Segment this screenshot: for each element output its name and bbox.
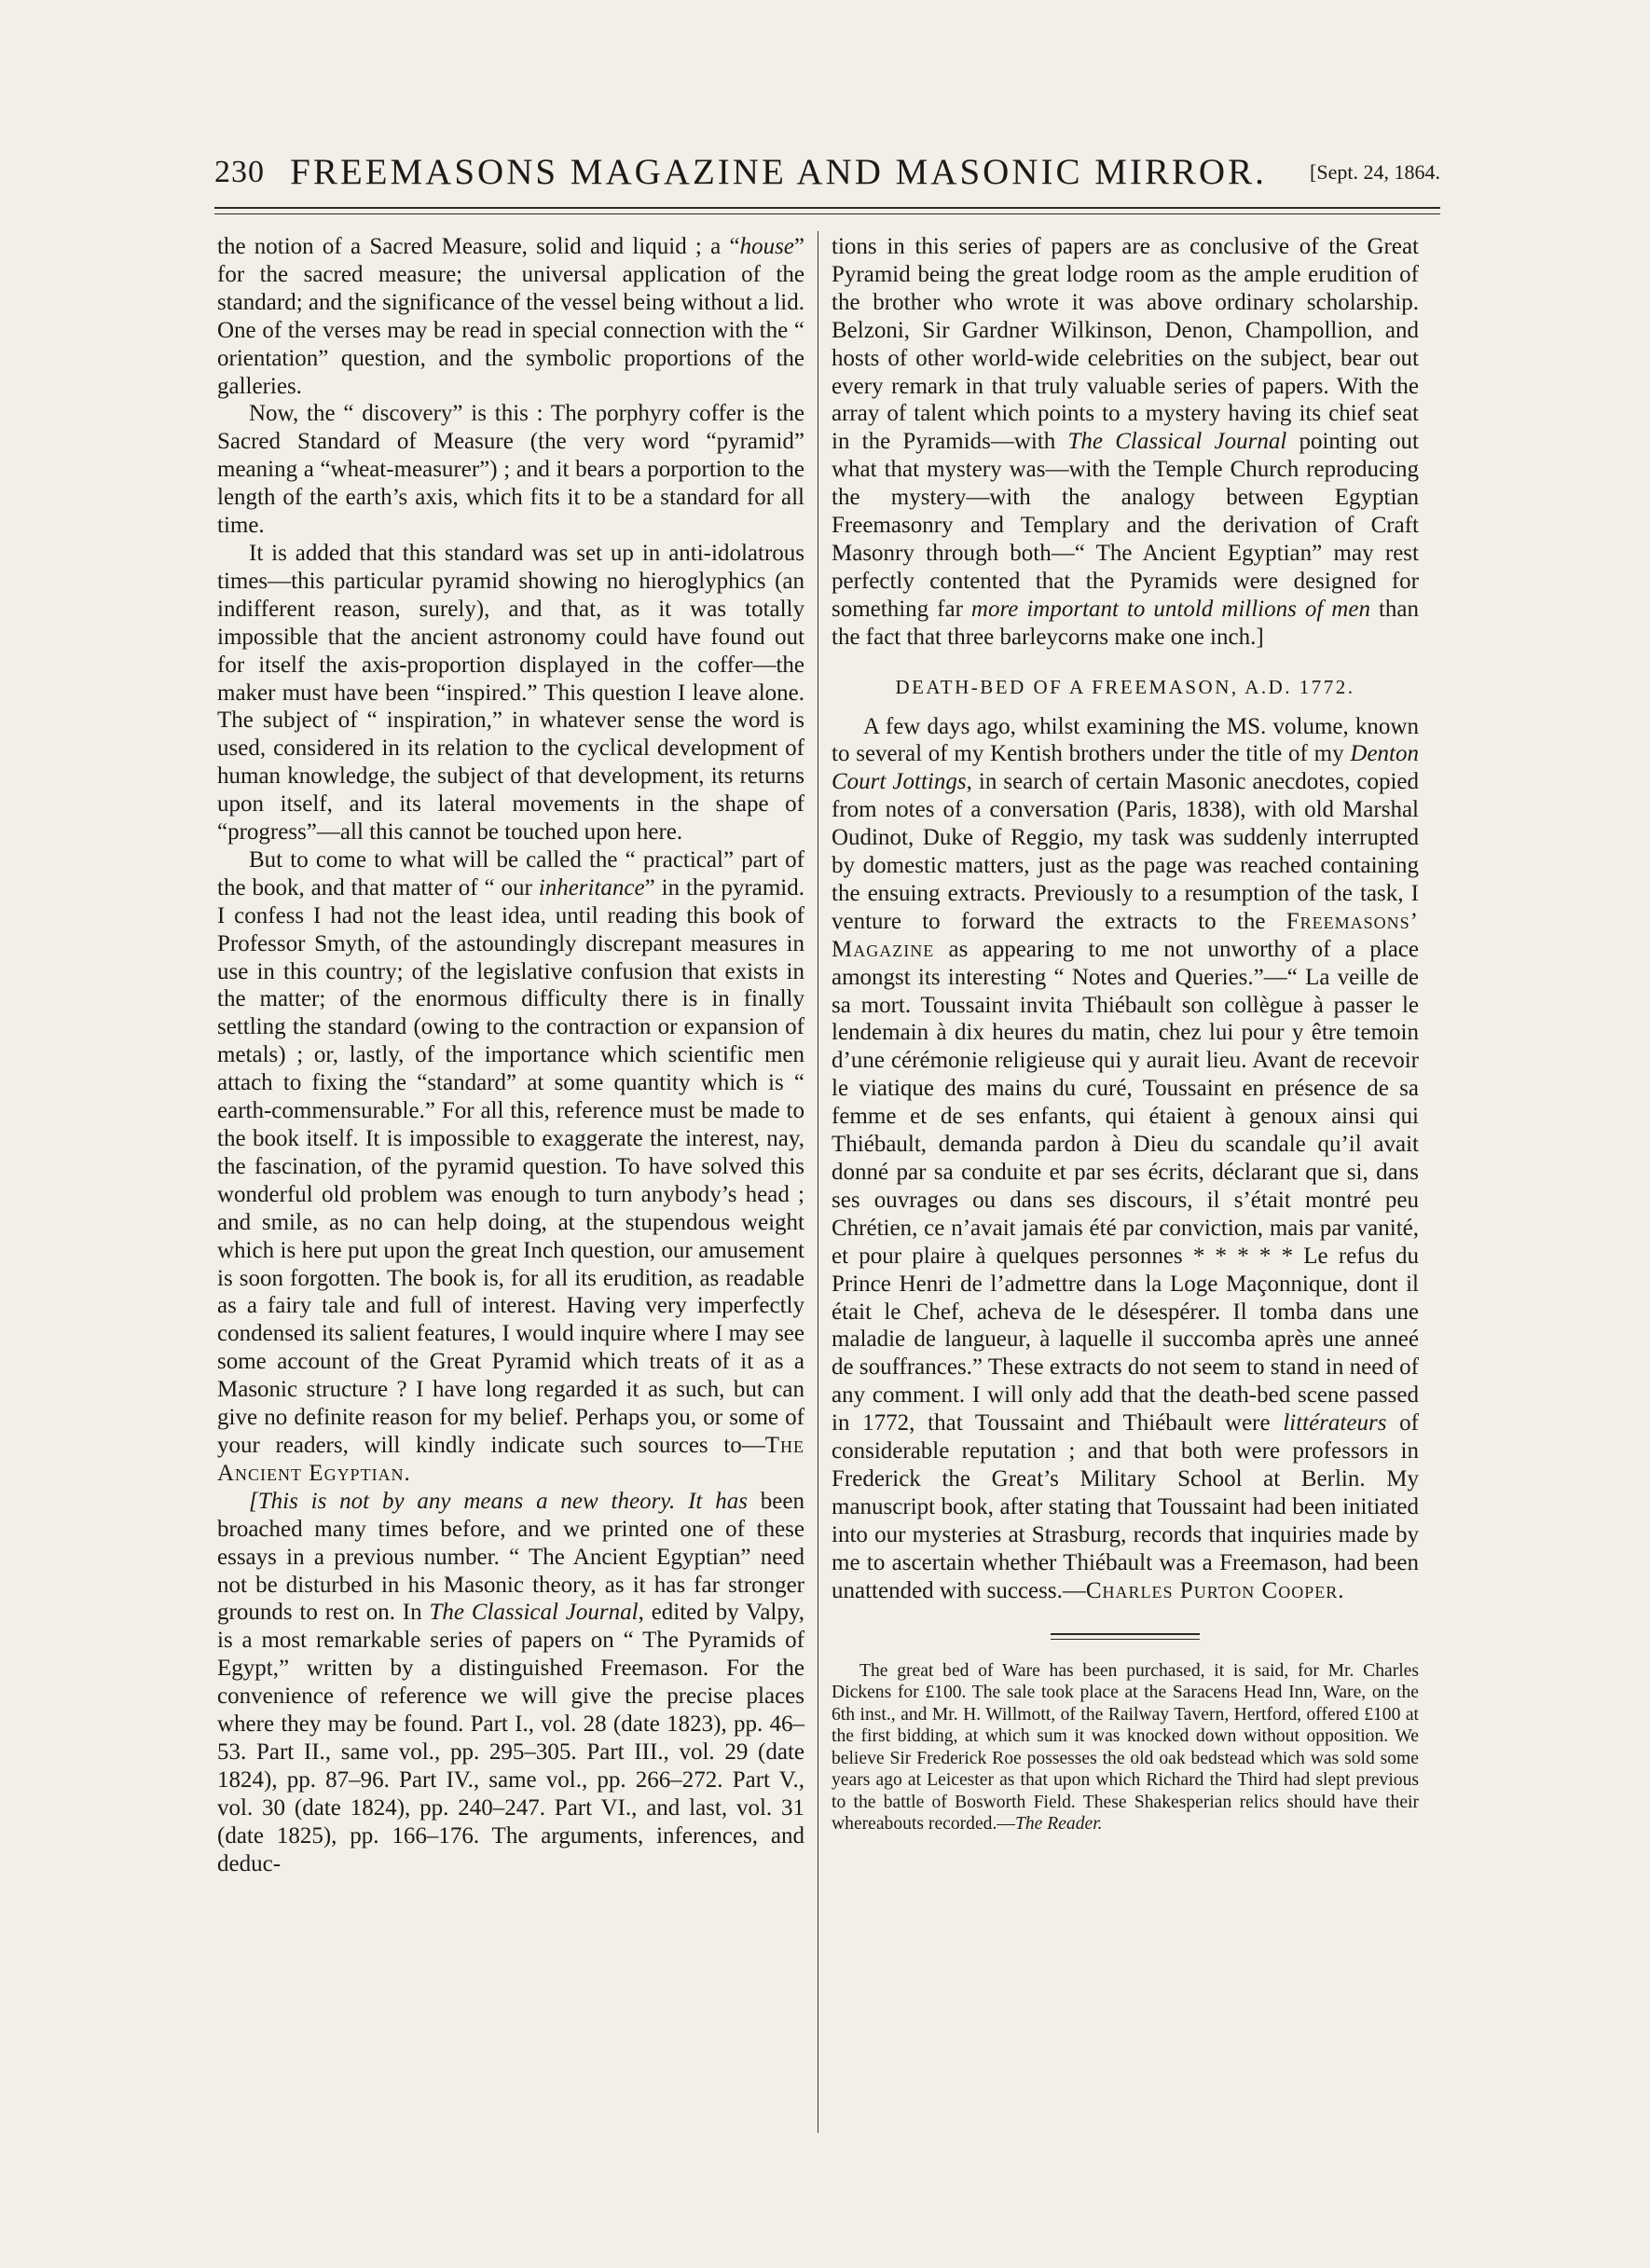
section-divider <box>1051 1633 1200 1640</box>
news-note: The great bed of Ware has been purchased, it is said, for Mr. Charles Dickens for £100. The sale took place at the Saracens Head Inn, Ware, on the 6th inst., and Mr. H. Willmott, of the Railway Tavern, Hertford, offered £100 at the first bidding, at which sum it was knocked down without opposition. We believe Sir Frederick Roe possesses the old oak bedstead which was sold some years ago at Leicester as that upon which Richard the Third had slept previous to the battle of Bosworth Field. These Shakesperian relics should have their whereabouts recorded.—The Reader. <box>832 1660 1419 1834</box>
paragraph: Now, the “ discovery” is this : The porphyry coffer is the Sacred Standard of Measure (the very word “pyramid” meaning a “wheat-measurer”) ; and it bears a porportion to the length of the earth’s axis, which fits it to be a standard for all time. <box>217 401 804 539</box>
author-signature: Charles Purton Cooper. <box>1085 1577 1345 1603</box>
paragraph: the notion of a Sacred Measure, solid and liquid ; a “house” for the sacred measure; the universal application of the standard; and the significance of the vessel being without a lid. One of the verses may be read in special connection with the “ orientation” question, and the symbolic proportions of the galleries. <box>217 234 804 399</box>
left-column <box>217 233 804 1877</box>
note-source: The Reader. <box>1014 1814 1103 1834</box>
editorial-note-continued: tions in this series of papers are as conclusive of the Great Pyramid being the great lodge room as the ample erudition of the brother who wrote it was above ordinary scholarship. Belzoni, Sir Gardner Wilkinson, Denon, Champollion, and hosts of other world-wide celebrities on the subject, bear out every remark in that truly valuable series of papers. With the array of talent which points to a mystery having its chief seat in the Pyramids—with The Classical Journal pointing out what that mystery was—with the Temple Church reproducing the mystery—with the analogy between Egyptian Freemasonry and Templary and the derivation of Craft Masonry through both—“ The Ancient Egyptian” may rest perfectly contented that the Pyramids were designed for something far more important to untold millions of men than the fact that three barleycorns make one inch.] <box>832 234 1419 650</box>
right-column <box>832 233 1419 1835</box>
section-heading: DEATH-BED OF A FREEMASON, A.D. 1772. <box>895 675 1355 698</box>
page-number: 230 <box>214 155 265 189</box>
article-body: A few days ago, whilst examining the MS. volume, known to several of my Kentish brothers under the title of my Denton Court Jottings, in search of certain Masonic anecdotes, copied from notes of a conversation (Paris, 1838), with old Marshal Oudinot, Duke of Reggio, my task was suddenly interrupted by domestic matters, just as the page was reached containing the ensuing extracts. Previously to a resumption of the task, I venture to forward the extracts to the Freemasons’ Magazine as appearing to me not unworthy of a place amongst its interesting “ Notes and Queries.”—“ La veille de sa mort. Toussaint invita Thiébault son collègue à passer le lendemain à dix heures du matin, chez lui pour y être temoin d’une cérémonie religieuse qui y aurait lieu. Avant de recevoir le viatique des mains du curé, Toussaint en présence de sa femme et de ses enfants, qui étaient à genoux ainsi qui Thiébault, demanda pardon à Dieu du scandale qu’il avait donné par sa conduite et par ses écrits, déclarant que si, dans ses ouvrages ou dans ses discours, il s’était montré peu Chrétien, ce n’avait jamais été par conviction, mais par vanité, et pour plaire à quelques personnes * * * * * Le refus du Prince Henri de l’admettre dans la Loge Maçonnique, dont il était le Chef, acheva de le désespérer. Il tomba dans une maladie de langueur, à laquelle il succomba après une anneé de souffrances.” These extracts do not seem to stand in need of any comment. I will only add that the death-bed scene passed in 1772, that Toussaint and Thiébault were littérateurs of considerable reputation ; and that both were professors in Frederick the Great’s Military School at Berlin. My manuscript book, after stating that Toussaint had been initiated into our mysteries at Strasburg, records that inquiries made by me to ascertain whether Thiébault was a Freemason, had been unattended with success.—Charles Purton Cooper. <box>832 713 1419 1603</box>
paragraph: But to come to what will be called the “ practical” part of the book, and that matter of “ our inheritance” in the pyramid. I confess I had not the least idea, until reading this book of Professor Smyth, of the astoundingly discrepant measures in use in this country; of the legislative confusion that exists in the matter; of the enormous difficulty there is in finally settling the standard (owing to the contraction or expansion of metals) ; or, lastly, of the importance which scientific men attach to fixing the “standard” at some quantity which is “ earth-commensurable.” For all this, reference must be made to the book itself. It is impossible to exaggerate the interest, nay, the fascination, of the pyramid question. To have solved this wonderful old problem was enough to turn anybody’s head ; and smile, as no can help doing, at the stupendous weight which is here put upon the great Inch question, our amusement is soon forgotten. The book is, for all its erudition, as readable as a fairy tale and full of interest. Having very imperfectly condensed its salient features, I would inquire where I may see some account of the Great Pyramid which treats of it as a Masonic structure ? I have long regarded it as such, but can give no definite reason for my belief. Perhaps you, or some of your readers, will kindly indicate such sources to—The Ancient Egyptian. <box>217 846 804 1486</box>
paragraph: It is added that this standard was set up in anti-idolatrous times—this particular pyramid showing no hieroglyphics (an indifferent reason, surely), and that, as it was totally impossible that the ancient astronomy could have found out for itself the axis-proportion displayed in the coffer—the maker must have been “inspired.” This question I leave alone. The subject of “ inspiration,” in whatever sense the word is used, considered in its relation to the cyclical development of human knowledge, the subject of that development, its returns upon itself, and its lateral movements in the shape of “progress”—all this cannot be touched upon here. <box>217 540 804 845</box>
running-title: FREEMASONS MAGAZINE AND MASONIC MIRROR. <box>290 152 1267 192</box>
issue-date: [Sept. 24, 1864. <box>1310 160 1440 184</box>
page-header <box>214 147 1440 203</box>
header-rule <box>214 207 1440 209</box>
editorial-note: [This is not by any means a new theory. It has been broached many times before, and we printed one of these essays in a previous number. “ The Ancient Egyptian” need not be disturbed in his Masonic theory, as it has far stronger grounds to rest on. In The Classical Journal, edited by Valpy, is a most remarkable series of papers on “ The Pyramids of Egypt,” written by a distinguished Freemason. For the convenience of reference we will give the precise places where they may be found. Part I., vol. 28 (date 1823), pp. 46–53. Part II., same vol., pp. 295–305. Part III., vol. 29 (date 1824), pp. 87–96. Part IV., same vol., pp. 266–272. Part V., vol. 30 (date 1824), pp. 240–247. Part VI., and last, vol. 31 (date 1825), pp. 166–176. The arguments, inferences, and deduc- <box>217 1488 805 1876</box>
header-rule-thin <box>214 213 1440 214</box>
signature: The Ancient Egyptian. <box>217 1432 804 1486</box>
